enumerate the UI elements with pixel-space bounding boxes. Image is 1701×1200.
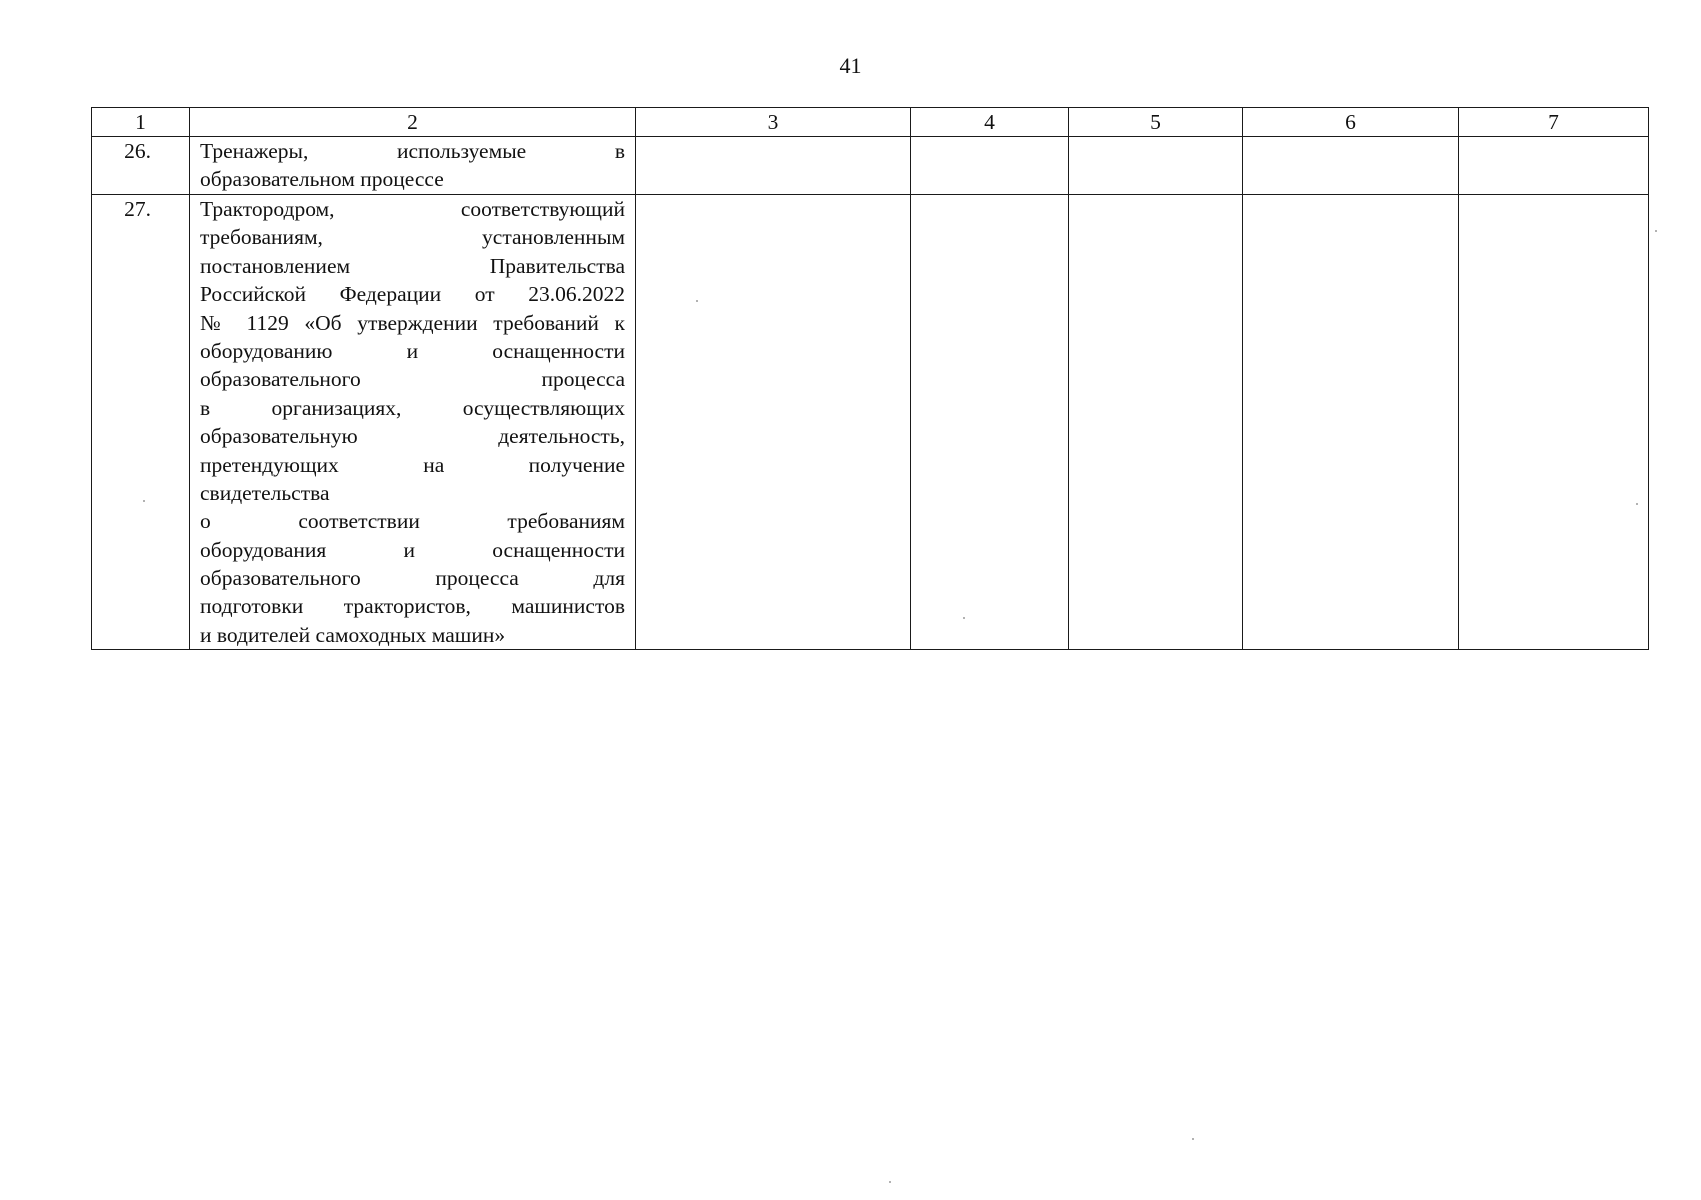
scan-speck <box>1655 230 1657 232</box>
equipment-table <box>91 107 1649 650</box>
description-cell <box>190 137 636 195</box>
table-row <box>92 137 1649 195</box>
description-line: № 1129 «Об утверждении требований к <box>200 310 625 335</box>
description-line: образовательную деятельность, <box>200 424 625 449</box>
description-line: образовательного процесса для <box>200 566 625 591</box>
cell-col-4 <box>911 137 1069 195</box>
row-number-cell <box>92 195 190 650</box>
scan-speck <box>696 300 698 302</box>
description-line: и водителей самоходных машин» <box>200 622 506 647</box>
table-header-row <box>92 108 1649 137</box>
description-line: требованиям, установленным <box>200 225 625 250</box>
description-line: оборудованию и оснащенности <box>200 338 625 363</box>
cell-col-5 <box>1069 195 1243 650</box>
description-line: подготовки трактористов, машинистов <box>200 594 625 619</box>
scan-speck <box>1636 503 1638 505</box>
scan-speck <box>143 500 145 502</box>
column-header-7: 7 <box>1459 108 1649 137</box>
column-header-1: 1 <box>92 108 190 137</box>
cell-col-6 <box>1243 137 1459 195</box>
description-line: Тренажеры, используемые в <box>200 139 625 163</box>
row-number: 27. <box>124 197 151 221</box>
description-line: образовательном процессе <box>200 167 444 192</box>
description-line: о соответствии требованиям <box>200 509 625 534</box>
description-line: претендующих на получение <box>200 452 625 477</box>
cell-col-5 <box>1069 137 1243 195</box>
description-line: в организациях, осуществляющих <box>200 395 625 420</box>
description-line: образовательного процесса <box>200 367 625 392</box>
row-number: 26. <box>124 139 151 163</box>
cell-col-4 <box>911 195 1069 650</box>
row-number-cell <box>92 137 190 195</box>
column-header-4: 4 <box>911 108 1069 137</box>
description-line: Трактородром, соответствующий <box>200 197 625 221</box>
column-header-5: 5 <box>1069 108 1243 137</box>
table-row <box>92 195 1649 650</box>
column-header-3: 3 <box>636 108 911 137</box>
description-line: постановлением Правительства <box>200 253 625 278</box>
cell-col-7 <box>1459 137 1649 195</box>
column-header-6: 6 <box>1243 108 1459 137</box>
scan-speck <box>1192 1138 1194 1140</box>
description-line: свидетельства <box>200 480 330 505</box>
cell-col-3 <box>636 137 911 195</box>
column-header-2: 2 <box>190 108 636 137</box>
cell-col-6 <box>1243 195 1459 650</box>
description-line: оборудования и оснащенности <box>200 537 625 562</box>
cell-col-3 <box>636 195 911 650</box>
description-line: Российской Федерации от 23.06.2022 <box>200 282 625 307</box>
scan-speck <box>963 617 965 619</box>
description-cell <box>190 195 636 650</box>
scan-speck <box>889 1181 891 1183</box>
cell-col-7 <box>1459 195 1649 650</box>
page-number: 41 <box>839 53 862 78</box>
